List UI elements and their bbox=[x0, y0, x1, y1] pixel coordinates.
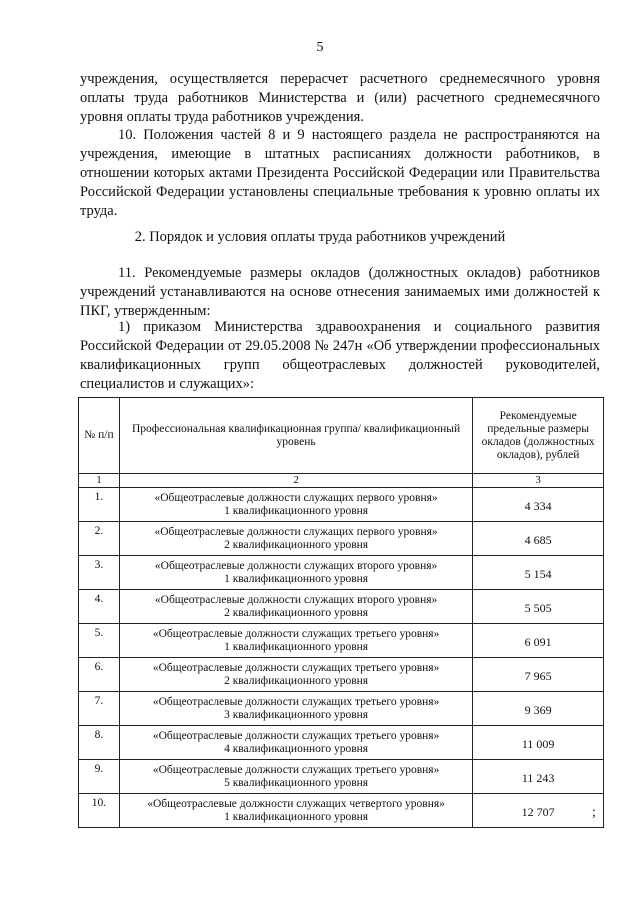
table-row bbox=[79, 692, 604, 726]
row-number: 1. bbox=[79, 488, 120, 522]
row-level: 1 квалификационного уровня bbox=[224, 504, 369, 517]
table-row bbox=[79, 556, 604, 590]
table-index-row bbox=[79, 474, 604, 488]
row-salary: 12 707 bbox=[473, 794, 604, 828]
row-group-cell bbox=[119, 590, 472, 624]
row-group-cell bbox=[119, 488, 472, 522]
row-group-cell bbox=[119, 692, 472, 726]
row-group-name: «Общеотраслевые должности служащих третьего уровня» bbox=[152, 661, 440, 674]
row-level: 1 квалификационного уровня bbox=[224, 572, 369, 585]
index-cell: 3 bbox=[473, 474, 604, 488]
table-row bbox=[79, 794, 604, 828]
row-group-cell bbox=[119, 794, 472, 828]
page-number: 5 bbox=[316, 40, 324, 55]
row-level: 1 квалификационного уровня bbox=[224, 810, 369, 823]
row-group-name: «Общеотраслевые должности служащих первого уровня» bbox=[154, 525, 438, 538]
row-group-name: «Общеотраслевые должности служащих первого уровня» bbox=[154, 491, 438, 504]
row-salary: 11 009 bbox=[473, 726, 604, 760]
row-level: 2 квалификационного уровня bbox=[224, 538, 369, 551]
row-number: 9. bbox=[79, 760, 120, 794]
row-number: 7. bbox=[79, 692, 120, 726]
row-group-cell bbox=[119, 658, 472, 692]
row-group-name: «Общеотраслевые должности служащих третьего уровня» bbox=[152, 695, 440, 708]
row-group-name: «Общеотраслевые должности служащих третьего уровня» bbox=[152, 627, 440, 640]
header-num: № п/п bbox=[79, 398, 120, 474]
row-salary: 9 369 bbox=[473, 692, 604, 726]
row-group-cell bbox=[119, 726, 472, 760]
trailing-mark: ; bbox=[592, 805, 596, 820]
table-row bbox=[79, 658, 604, 692]
row-salary: 5 154 bbox=[473, 556, 604, 590]
row-salary: 4 685 bbox=[473, 522, 604, 556]
table-body bbox=[79, 488, 604, 828]
table-row bbox=[79, 590, 604, 624]
paragraph-text: 10. Положения частей 8 и 9 настоящего раздела не распространяются на учреждения, имеющие в штатных расписаниях должности работников, в отношении которых актами Президента Российской Федерации или Правительства Российской Федерации установлены специальные требования к уровню оплаты их труда. bbox=[80, 127, 600, 219]
row-number: 2. bbox=[79, 522, 120, 556]
row-group-name: «Общеотраслевые должности служащих третьего уровня» bbox=[152, 763, 440, 776]
row-level: 5 квалификационного уровня bbox=[224, 776, 369, 789]
row-salary: 7 965 bbox=[473, 658, 604, 692]
paragraph-text: 11. Рекомендуемые размеры окладов (должностных окладов) работников учреждений устанавливаются на основе отнесения занимаемых ими должностей к ПКГ, утвержденным: bbox=[80, 265, 600, 319]
table-row bbox=[79, 522, 604, 556]
paragraph-11 bbox=[80, 264, 600, 321]
table-header-row bbox=[79, 398, 604, 474]
row-level: 2 квалификационного уровня bbox=[224, 606, 369, 619]
row-group-cell bbox=[119, 760, 472, 794]
index-cell: 2 bbox=[119, 474, 472, 488]
row-group-cell bbox=[119, 556, 472, 590]
table-row bbox=[79, 488, 604, 522]
row-level: 4 квалификационного уровня bbox=[224, 742, 369, 755]
table-row bbox=[79, 624, 604, 658]
row-group-cell bbox=[119, 624, 472, 658]
row-level: 2 квалификационного уровня bbox=[224, 674, 369, 687]
paragraph-text: учреждения, осуществляется перерасчет расчетного среднемесячного уровня оплаты труда работников Министерства и (или) расчетного среднемесячного уровня оплаты труда работников учреждения. bbox=[80, 71, 600, 125]
paragraph-10 bbox=[80, 126, 600, 221]
paragraph-text: 1) приказом Министерства здравоохранения и социального развития Российской Федерации от 29.05.2008 № 247н «Об утверждении профессиональных квалификационных групп общеотраслевых должностей руководителей, специалистов и служащих»: bbox=[80, 319, 600, 392]
row-number: 5. bbox=[79, 624, 120, 658]
row-number: 8. bbox=[79, 726, 120, 760]
row-level: 3 квалификационного уровня bbox=[224, 708, 369, 721]
row-number: 10. bbox=[79, 794, 120, 828]
row-salary: 11 243 bbox=[473, 760, 604, 794]
row-group-cell bbox=[119, 522, 472, 556]
row-salary: 4 334 bbox=[473, 488, 604, 522]
row-number: 3. bbox=[79, 556, 120, 590]
row-level: 1 квалификационного уровня bbox=[224, 640, 369, 653]
section-heading: 2. Порядок и условия оплаты труда работников учреждений bbox=[134, 229, 506, 245]
salary-table bbox=[78, 397, 604, 828]
row-group-name: «Общеотраслевые должности служащих третьего уровня» bbox=[152, 729, 440, 742]
table-row bbox=[79, 726, 604, 760]
row-salary: 5 505 bbox=[473, 590, 604, 624]
row-salary: 6 091 bbox=[473, 624, 604, 658]
row-group-name: «Общеотраслевые должности служащих второго уровня» bbox=[154, 593, 438, 606]
row-number: 4. bbox=[79, 590, 120, 624]
row-number: 6. bbox=[79, 658, 120, 692]
index-cell: 1 bbox=[79, 474, 120, 488]
row-group-name: «Общеотраслевые должности служащих второго уровня» bbox=[154, 559, 438, 572]
header-salary: Рекомендуемые предельные размеры окладов (должностных окладов), рублей bbox=[473, 398, 604, 474]
row-group-name: «Общеотраслевые должности служащих четвертого уровня» bbox=[147, 797, 445, 810]
header-group: Профессиональная квалификационная группа/ квалификационный уровень bbox=[119, 398, 472, 474]
table-row bbox=[79, 760, 604, 794]
paragraph-continuation bbox=[80, 70, 600, 127]
paragraph-11-item-1 bbox=[80, 318, 600, 394]
